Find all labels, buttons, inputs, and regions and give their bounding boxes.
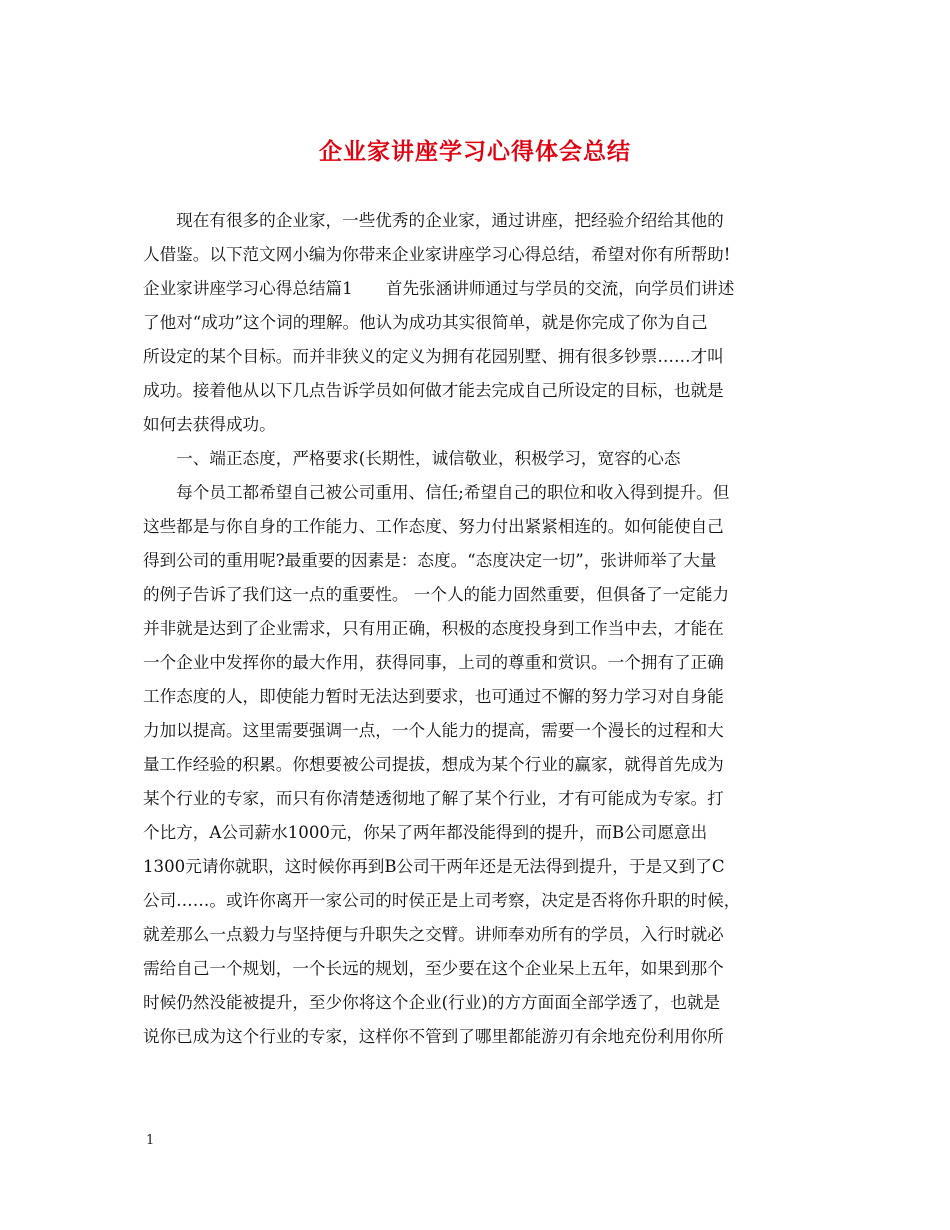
text-line: 力加以提高。这里需要强调一点，一个人能力的提高，需要一个漫长的过程和大 [143,721,724,740]
text-line: 个比方，A公司薪水1000元，你呆了两年都没能得到的提升，而B公司愿意出 [143,823,708,842]
text-line: 工作态度的人，即使能力暂时无法达到要求，也可通过不懈的努力学习对自身能 [143,687,724,706]
text-line: 这些都是与你自身的工作能力、工作态度、努力付出紧紧相连的。如何能使自己 [143,517,724,536]
page-number: 1 [146,1133,155,1148]
text-line: 的例子告诉了我们这一点的重要性。 一个人的能力固然重要，但俱备了一定能力 [143,585,730,604]
text-line: 需给自己一个规划，一个长远的规划，至少要在这个企业呆上五年，如果到那个 [143,959,724,978]
text-line: 时候仍然没能被提升，至少你将这个企业(行业)的方方面面全部学透了，也就是 [143,993,721,1012]
text-line: 一、端正态度，严格要求(长期性，诚信敬业，积极学习，宽容的心态 [143,449,681,468]
text-line: 1300元请你就职，这时候你再到B公司干两年还是无法得到提升，于是又到了C [143,857,725,876]
text-line: 就差那么一点毅力与坚持便与升职失之交臂。讲师奉劝所有的学员，入行时就必 [143,925,724,944]
text-line: 一个企业中发挥你的最大作用，获得同事，上司的尊重和赏识。一个拥有了正确 [143,653,724,672]
text-line: 量工作经验的积累。你想要被公司提拔，想成为某个行业的赢家，就得首先成为 [143,755,724,774]
text-line: 公司……。或许你离开一家公司的时侯正是上司考察，决定是否将你升职的时候， [143,891,741,910]
text-line: 某个行业的专家，而只有你清楚透彻地了解了某个行业，才有可能成为专家。打 [143,789,724,808]
text-line: 了他对“成功”这个词的理解。他认为成功其实很简单，就是你完成了你为自己 [143,313,708,332]
text-line: 得到公司的重用呢?最重要的因素是：态度。“态度决定一切”，张讲师举了大量 [143,551,717,570]
text-line: 企业家讲座学习心得总结篇1 首先张涵讲师通过与学员的交流，向学员们讲述 [143,279,735,298]
text-line: 如何去获得成功。 [143,415,276,434]
text-line: 人借鉴。以下范文网小编为你带来企业家讲座学习心得总结，希望对你有所帮助! [143,245,731,264]
text-line: 每个员工都希望自己被公司重用、信任;希望自己的职位和收入得到提升。但 [143,483,730,502]
text-line: 现在有很多的企业家，一些优秀的企业家，通过讲座，把经验介绍给其他的 [143,211,724,230]
text-line: 并非就是达到了企业需求，只有用正确，积极的态度投身到工作当中去，才能在 [143,619,724,638]
text-line: 说你已成为这个行业的专家，这样你不管到了哪里都能游刃有余地充份利用你所 [143,1027,724,1046]
document-title: 企业家讲座学习心得体会总结 [319,138,631,165]
text-line: 所设定的某个目标。而并非狭义的定义为拥有花园别墅、拥有很多钞票……才叫 [143,347,724,366]
document-body [143,204,811,1054]
text-line: 成功。接着他从以下几点告诉学员如何做才能去完成自己所设定的目标，也就是 [143,381,724,400]
